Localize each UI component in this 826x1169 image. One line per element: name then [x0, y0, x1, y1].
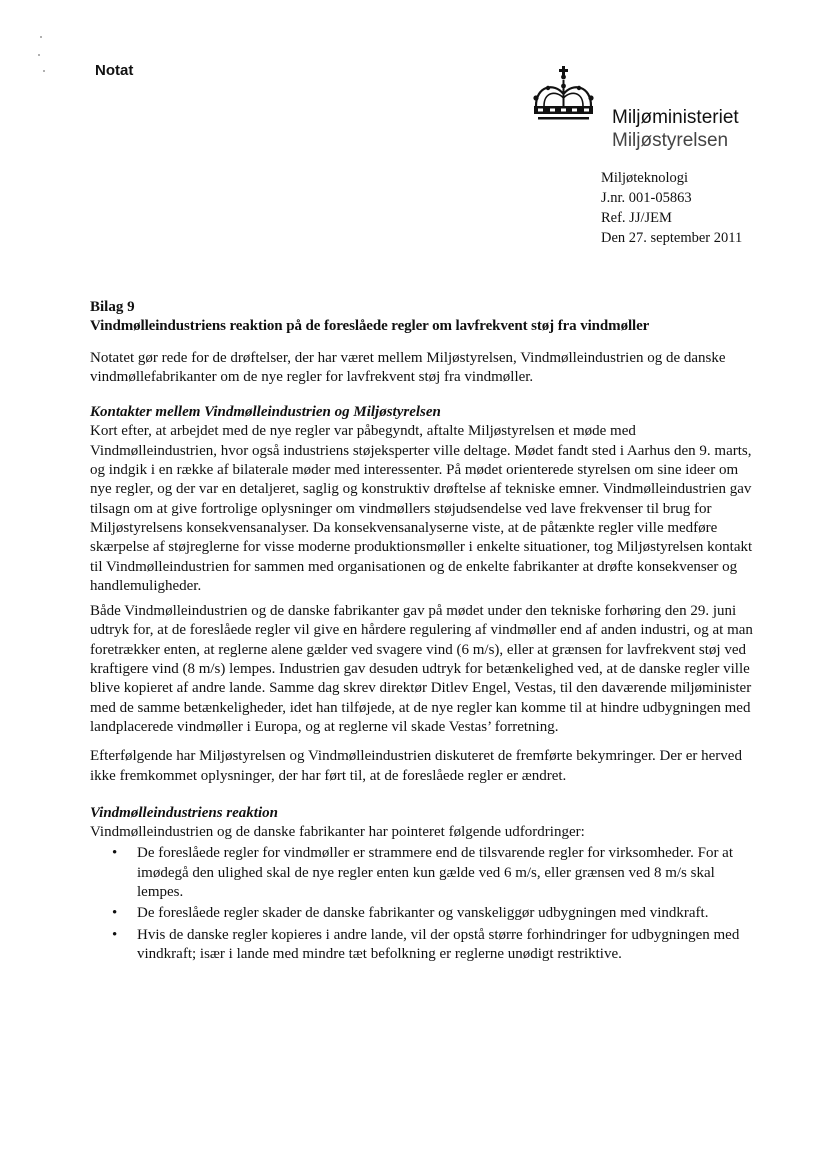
intro-paragraph: Notatet gør rede for de drøftelser, der har været mellem Miljøstyrelsen, Vindmølleindustrien og de danske vindmøllefabrikanter om de nye regler for lavfrekvent støj fra vindmøller.	[90, 349, 726, 385]
document-date: Den 27. september 2011	[601, 230, 743, 246]
section1-paragraph-3: Efterfølgende har Miljøstyrelsen og Vindmølleindustrien diskuteret de fremførte bekymringer. Der er herved ikke fremkommet oplysninger, der har ført til, at de foreslåede regler er ændret.	[90, 748, 742, 784]
reference: Ref. JJ/JEM	[601, 210, 672, 226]
agency-name: Miljøstyrelsen	[612, 130, 729, 151]
crown-logo-icon	[528, 64, 600, 128]
section2-lead: Vindmølleindustrien og de danske fabrikanter har pointeret følgende udfordringer:	[90, 824, 585, 841]
ministry-name: Miljøministeriet	[612, 107, 739, 128]
department: Miljøteknologi	[601, 170, 688, 186]
document-type-label: Notat	[95, 62, 134, 79]
scan-speck	[40, 36, 42, 38]
concerns-list	[90, 844, 760, 964]
list-item: • Hvis de danske regler kopieres i andre lande, vil der opstå større forhindringer for udbygningen med vindkraft; især i lande med mindre tæt befolkning er reglerne unødigt restriktive.	[90, 926, 760, 965]
list-item: • De foreslåede regler for vindmøller er strammere end de tilsvarende regler for virksomheder. For at imødegå den ulighed skal de nye regler enten kun gælde ved 6 m/s, eller grænsen ved 8 m/s skal lempes.	[90, 844, 760, 902]
document-title: Vindmølleindustriens reaktion på de foreslåede regler om lavfrekvent støj fra vindmøller	[90, 318, 650, 335]
document-meta	[601, 168, 742, 248]
section2-heading: Vindmølleindustriens reaktion	[90, 804, 278, 821]
ministry-name-block	[612, 106, 739, 152]
list-item: • De foreslåede regler skader de danske fabrikanter og vanskeliggør udbygningen med vindkraft.	[90, 904, 760, 923]
document-body	[90, 298, 760, 964]
scan-speck	[43, 70, 45, 72]
appendix-label: Bilag 9	[90, 299, 135, 315]
section1-heading: Kontakter mellem Vindmølleindustrien og Miljøstyrelsen	[90, 404, 441, 421]
journal-number: J.nr. 001-05863	[601, 190, 692, 206]
section1-paragraph-2: Både Vindmølleindustrien og de danske fabrikanter gav på mødet under den tekniske forhøring den 29. juni udtryk for, at de foreslåede regler vil give en hårdere regulering af vindmøller end af anden industri, og at man foretrækker enten, at reglerne alene gælder ved svagere vind (6 m/s), eller at grænsen for lavfrekvent støj ved kraftigere vind (8 m/s) lempes. Industrien gav desuden udtryk for betænkelighed ved, at de danske regler ville blive kopieret af andre lande. Samme dag skrev direktør Ditlev Engel, Vestas, til den daværende miljøminister med de samme betænkeligheder, idet han tilføjede, at de nye regler kan komme til at hindre udbygningen med landplacerede vindmøller i Europa, og at reglerne vil skade Vestas’ forretning.	[90, 603, 753, 735]
scan-speck	[38, 54, 40, 56]
section1-paragraph-1: Kort efter, at arbejdet med de nye regler var påbegyndt, aftalte Miljøstyrelsen et møde med Vindmølleindustrien, hvor også industriens støjeksperter ville deltage. Mødet fandt sted i Aarhus den 9. marts, og indgik i en række af bilaterale møder med interessenter. På mødet orienterede styrelsen om sine ideer om nye regler, og der var en detaljeret, saglig og konstruktiv drøftelse af tekniske emner. Vindmølleindustrien gav tilsagn om at give fortrolige oplysninger om vindmøllers støjudsendelse ved lave frekvenser til brug for Miljøstyrelsens konsekvensanalyser. Da konsekvensanalyserne viste, at de påtænkte regler ville medføre skærpelse af støjreglerne for visse moderne produktionsmøller i enkelte situationer, tog Miljøstyrelsen kontakt til Vindmølleindustrien for sammen med organisationen og de enkelte fabrikanter at drøfte konsekvenser og handlemuligheder.	[90, 423, 753, 594]
